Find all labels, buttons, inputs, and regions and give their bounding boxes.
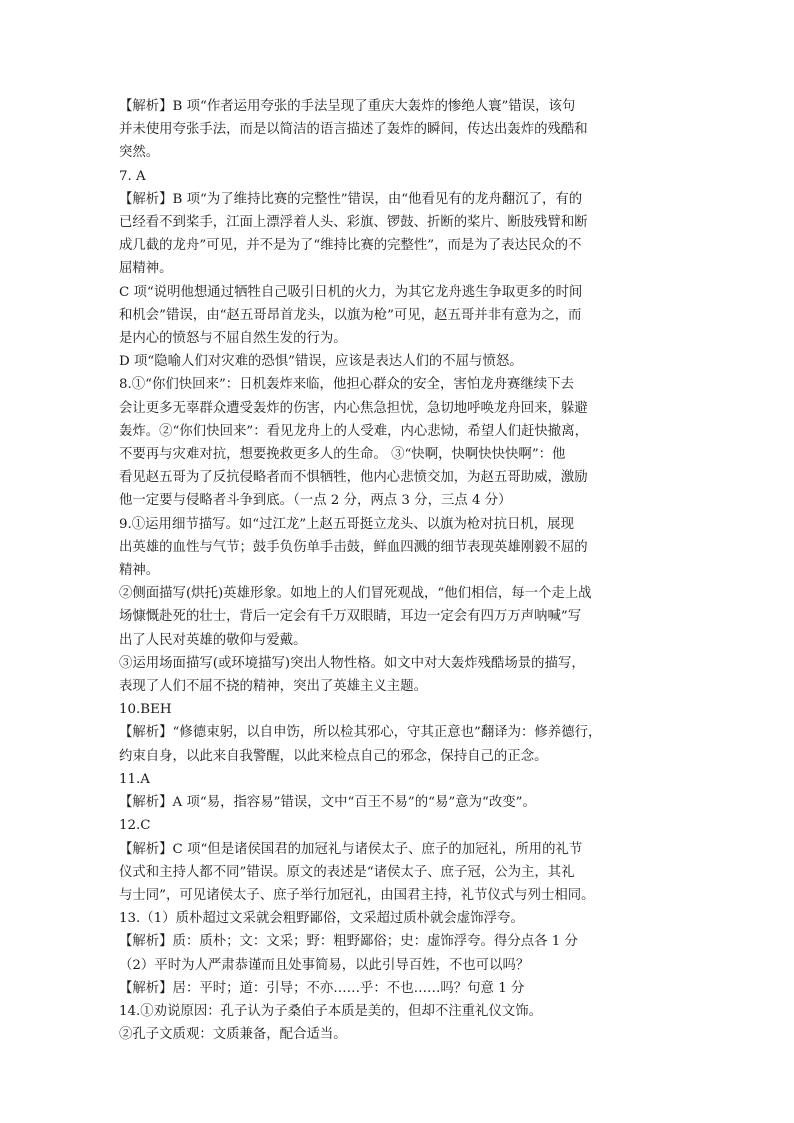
text-line: 与士同”，可见诸侯太子、庶子举行加冠礼，由国君主持，礼节仪式与列士相同。 xyxy=(119,887,595,903)
text-line: 出英雄的血性与气节；鼓手负伤单手击鼓，鲜血四溅的细节表现英雄刚毅不屈的 xyxy=(119,539,588,555)
text-line: 不要再与灾难对抗，想要挽救更多人的生命。 ③“快啊，快啊快快快啊”：他 xyxy=(119,447,566,463)
text-line: 轰炸。②“你们快回来”：看见龙舟上的人受难，内心悲恸，希望人们赶快撤离， xyxy=(119,423,588,439)
text-line: 他一定要与侵略者斗争到底。（一点 2 分，两点 3 分，三点 4 分） xyxy=(119,493,512,509)
text-line: 【解析】B 项“为了维持比赛的完整性”错误，由“他看见有的龙舟翻沉了，有的 xyxy=(119,191,583,207)
text-line: 看见赵五哥为了反抗侵略者而不惧牺牲，他内心悲愤交加，为赵五哥助威，激励 xyxy=(119,470,588,486)
text-line: 【解析】质：质朴；文：文采；野：粗野鄙俗；史：虚饰浮夸。得分点各 1 分 xyxy=(119,934,578,950)
text-line: 12.C xyxy=(119,818,151,834)
text-line: 【解析】C 项“但是诸侯国君的加冠礼与诸侯太子、庶子的加冠礼，所用的礼节 xyxy=(119,841,583,857)
text-line: 14.①劝说原因：孔子认为子桑伯子本质是美的，但却不注重礼仪文饰。 xyxy=(119,1003,543,1019)
text-line: ③运用场面描写(或环境描写)突出人物性格。如文中对大轰炸残酷场景的描写， xyxy=(119,655,585,671)
text-line: C 项“说明他想通过牺牲自己吸引日机的火力，为其它龙舟逃生争取更多的时间 xyxy=(119,284,583,300)
text-line: 10.BEH xyxy=(119,702,172,718)
text-line: 精神。 xyxy=(119,563,160,579)
text-line: 【解析】A 项“易，指容易”错误，文中“百王不易”的“易”意为“改变”。 xyxy=(119,795,536,811)
text-line: 11.A xyxy=(119,771,150,787)
text-line: 是内心的愤怒与不屈自然生发的行为。 xyxy=(119,331,347,347)
text-line: 【解析】B 项“作者运用夸张的手法呈现了重庆大轰炸的惨绝人寰”错误，该句 xyxy=(119,99,576,114)
text-line: 会让更多无辜群众遭受轰炸的伤害，内心焦急担忧，急切地呼唤龙舟回来，躲避 xyxy=(119,400,588,416)
text-line: ②侧面描写(烘托)英雄形象。如地上的人们冒死观战，“他们相信，每一个走上战 xyxy=(119,586,592,602)
text-line: 突然。 xyxy=(119,145,160,161)
text-line: 13.（1）质朴超过文采就会粗野鄙俗，文采超过质朴就会虚饰浮夸。 xyxy=(119,911,524,927)
answer-analysis-text xyxy=(119,95,684,1046)
text-line: 7. A xyxy=(119,168,146,184)
text-line: 屈精神。 xyxy=(119,261,173,277)
text-line: （2）平时为人严肃恭谨而且处事简易，以此引导百姓，不也可以吗？ xyxy=(119,957,530,973)
text-line: 仪式和主持人都不同”错误。原文的表述是“诸侯太子、庶子冠，公为主，其礼 xyxy=(119,864,575,880)
text-line: 并未使用夸张手法，而是以简洁的语言描述了轰炸的瞬间，传达出轰炸的残酷和 xyxy=(119,122,588,138)
text-line: 8.①“你们快回来”：日机轰炸来临，他担心群众的安全，害怕龙舟赛继续下去 xyxy=(119,377,574,393)
text-line: 【解析】居：平时；道：引导；不亦……乎：不也……吗？句意 1 分 xyxy=(119,980,525,996)
text-line: D 项“隐喻人们对灾难的恐惧”错误，应该是表达人们的不屈与愤怒。 xyxy=(119,354,523,370)
text-line: 和机会”错误，由“赵五哥昂首龙头，以旗为枪”可见，赵五哥并非有意为之，而 xyxy=(119,307,582,323)
text-line: 成几截的龙舟”可见，并不是为了“维持比赛的完整性”，而是为了表达民众的不 xyxy=(119,238,582,254)
text-line: ②孔子文质观：文质兼备，配合适当。 xyxy=(119,1027,347,1043)
text-line: 已经看不到桨手，江面上漂浮着人头、彩旗、锣鼓、折断的桨片、断肢残臂和断 xyxy=(119,215,588,231)
text-line: 出了人民对英雄的敬仰与爱戴。 xyxy=(119,632,307,648)
text-line: 场慷慨赴死的壮士，背后一定会有千万双眼睛，耳边一定会有四万万声呐喊”写 xyxy=(119,609,582,625)
text-line: 约束自身，以此来自我警醒，以此来检点自己的邪念，保持自己的正念。 xyxy=(119,748,548,764)
text-line: 【解析】“修德束躬，以自申饬，所以检其邪心，守其正意也”翻译为：修养德行， xyxy=(119,725,602,741)
text-line: 表现了人们不屈不挠的精神，突出了英雄主义主题。 xyxy=(119,679,427,695)
text-line: 9.①运用细节描写。如“过江龙”上赵五哥挺立龙头、以旗为枪对抗日机，展现 xyxy=(119,516,574,532)
